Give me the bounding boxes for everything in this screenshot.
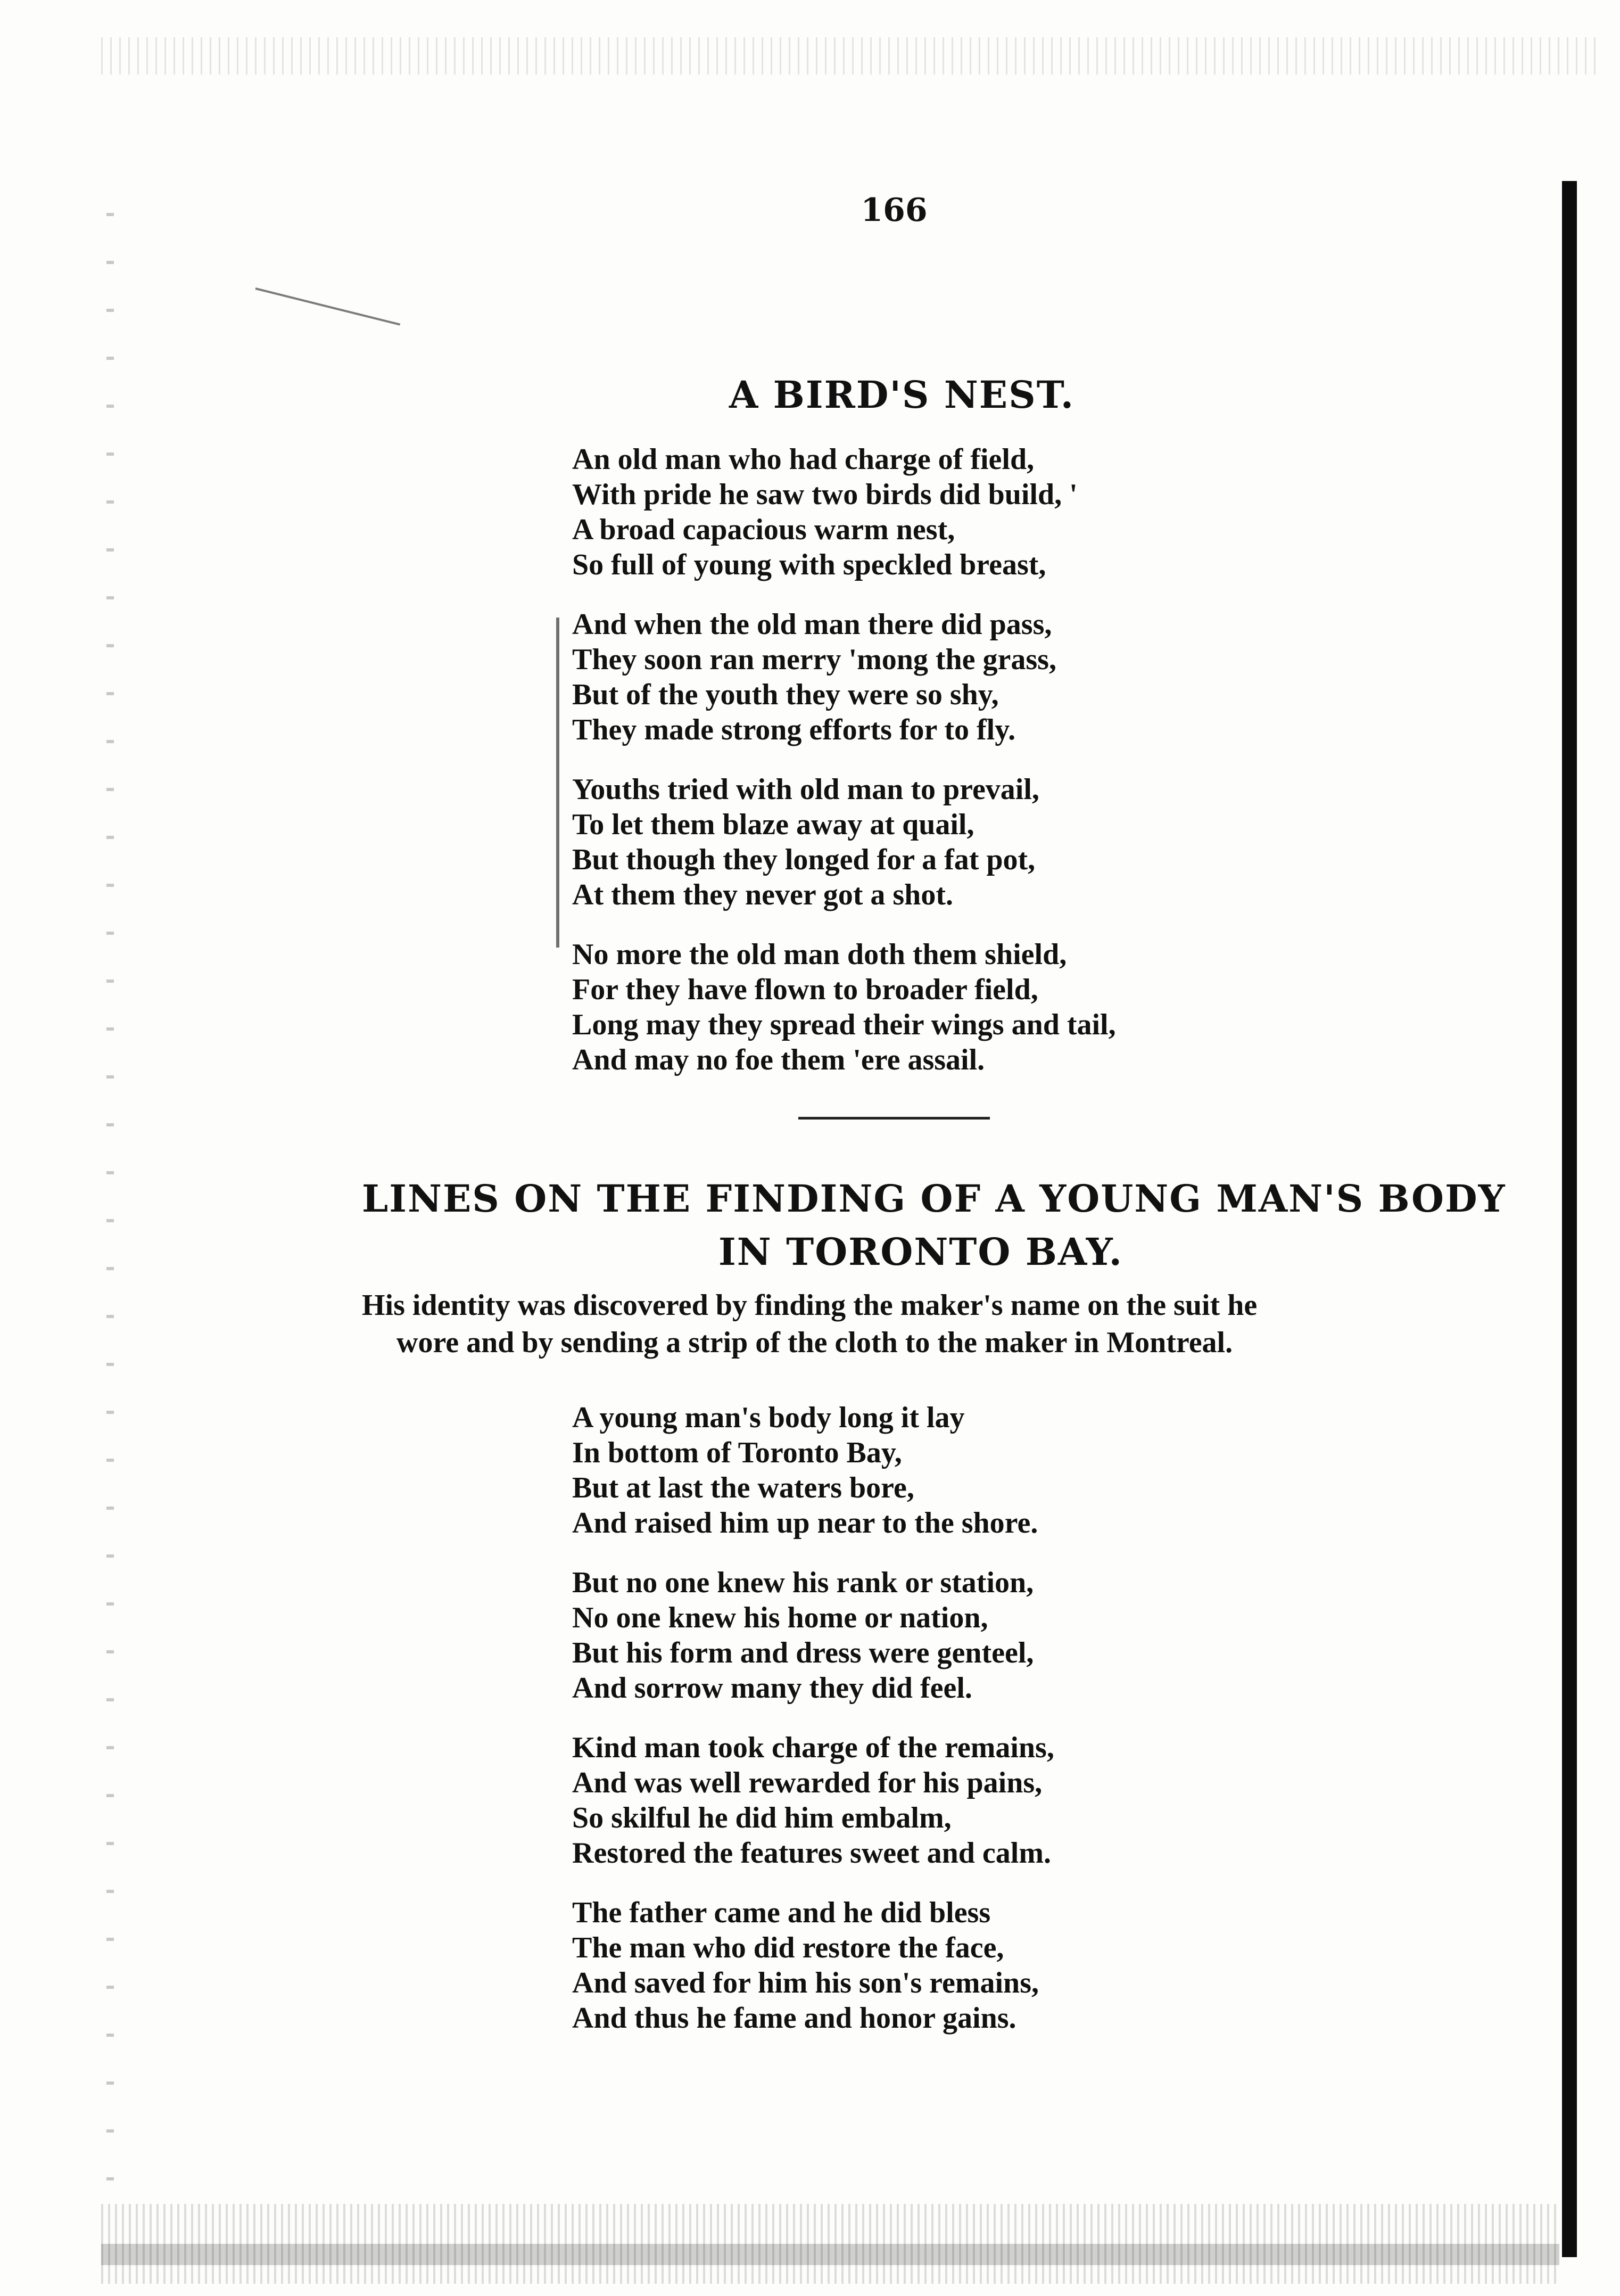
verse-line: But though they longed for a fat pot,: [572, 843, 1036, 876]
verse-line: A broad capacious warm nest,: [572, 513, 955, 546]
verse-line: And when the old man there did pass,: [572, 608, 1052, 641]
verse-line: But of the youth they were so shy,: [572, 678, 999, 711]
verse-line: A young man's body long it lay: [572, 1401, 965, 1434]
verse-line: Long may they spread their wings and tail,: [572, 1008, 1116, 1041]
verse-line: But at last the waters bore,: [572, 1471, 914, 1504]
verse-line: But his form and dress were genteel,: [572, 1636, 1034, 1669]
verse-line: And thus he fame and honor gains.: [572, 2002, 1016, 2035]
verse-line: The man who did restore the face,: [572, 1931, 1004, 1964]
binding-edge-shadow: [1562, 181, 1577, 2257]
scan-noise-top: [101, 37, 1602, 75]
poem-1-title: A BIRD'S NEST.: [729, 373, 1075, 417]
verse-line: An old man who had charge of field,: [572, 443, 1035, 476]
verse-line: And sorrow many they did feel.: [572, 1672, 972, 1705]
poem-1-stanza-2: [572, 607, 1056, 747]
poem-1-stanza-1: [572, 442, 1078, 582]
verse-line: They made strong efforts for to fly.: [572, 713, 1016, 746]
verse-line: But no one knew his rank or station,: [572, 1566, 1034, 1599]
verse-line: And saved for him his son's remains,: [572, 1966, 1039, 1999]
verse-line: The father came and he did bless: [572, 1896, 991, 1929]
verse-line: Kind man took charge of the remains,: [572, 1731, 1054, 1764]
section-divider: [798, 1117, 990, 1120]
poem-1-stanza-4: [572, 937, 1116, 1077]
scan-noise-bottom-band: [101, 2244, 1559, 2265]
pencil-mark: [255, 287, 401, 326]
verse-line: In bottom of Toronto Bay,: [572, 1436, 902, 1469]
poem-2-stanza-1: [572, 1400, 1038, 1541]
poem-2-title-line-1: LINES ON THE FINDING OF A YOUNG MAN'S BODY: [362, 1176, 1506, 1221]
verse-line: To let them blaze away at quail,: [572, 808, 974, 841]
verse-line: And may no foe them 'ere assail.: [572, 1043, 985, 1076]
margin-bracket-mark: [556, 618, 559, 948]
verse-line: They soon ran merry 'mong the grass,: [572, 643, 1056, 676]
poem-2-stanza-3: [572, 1730, 1054, 1871]
verse-line: For they have flown to broader field,: [572, 973, 1038, 1006]
verse-line: Youths tried with old man to prevail,: [572, 773, 1039, 806]
poem-2-stanza-4: [572, 1895, 1039, 2036]
verse-line: And raised him up near to the shore.: [572, 1507, 1038, 1540]
poem-2-note-line-1: His identity was discovered by finding the maker's name on the suit he: [362, 1289, 1258, 1322]
verse-line: So full of young with speckled breast,: [572, 548, 1046, 581]
verse-line: No more the old man doth them shield,: [572, 938, 1067, 971]
poem-2-stanza-2: [572, 1565, 1034, 1706]
verse-line: And was well rewarded for his pains,: [572, 1766, 1043, 1799]
verse-line: With pride he saw two birds did build, ': [572, 478, 1078, 511]
scan-noise-left: [106, 213, 114, 2183]
page-number: 166: [861, 192, 928, 229]
verse-line: At them they never got a shot.: [572, 878, 953, 911]
poem-2-note-line-2: wore and by sending a strip of the cloth to the maker in Montreal.: [396, 1326, 1233, 1359]
verse-line: Restored the features sweet and calm.: [572, 1837, 1051, 1870]
verse-line: No one knew his home or nation,: [572, 1601, 988, 1634]
verse-line: So skilful he did him embalm,: [572, 1801, 952, 1834]
poem-1-stanza-3: [572, 772, 1039, 912]
poem-2-title-line-2: IN TORONTO BAY.: [718, 1230, 1123, 1274]
